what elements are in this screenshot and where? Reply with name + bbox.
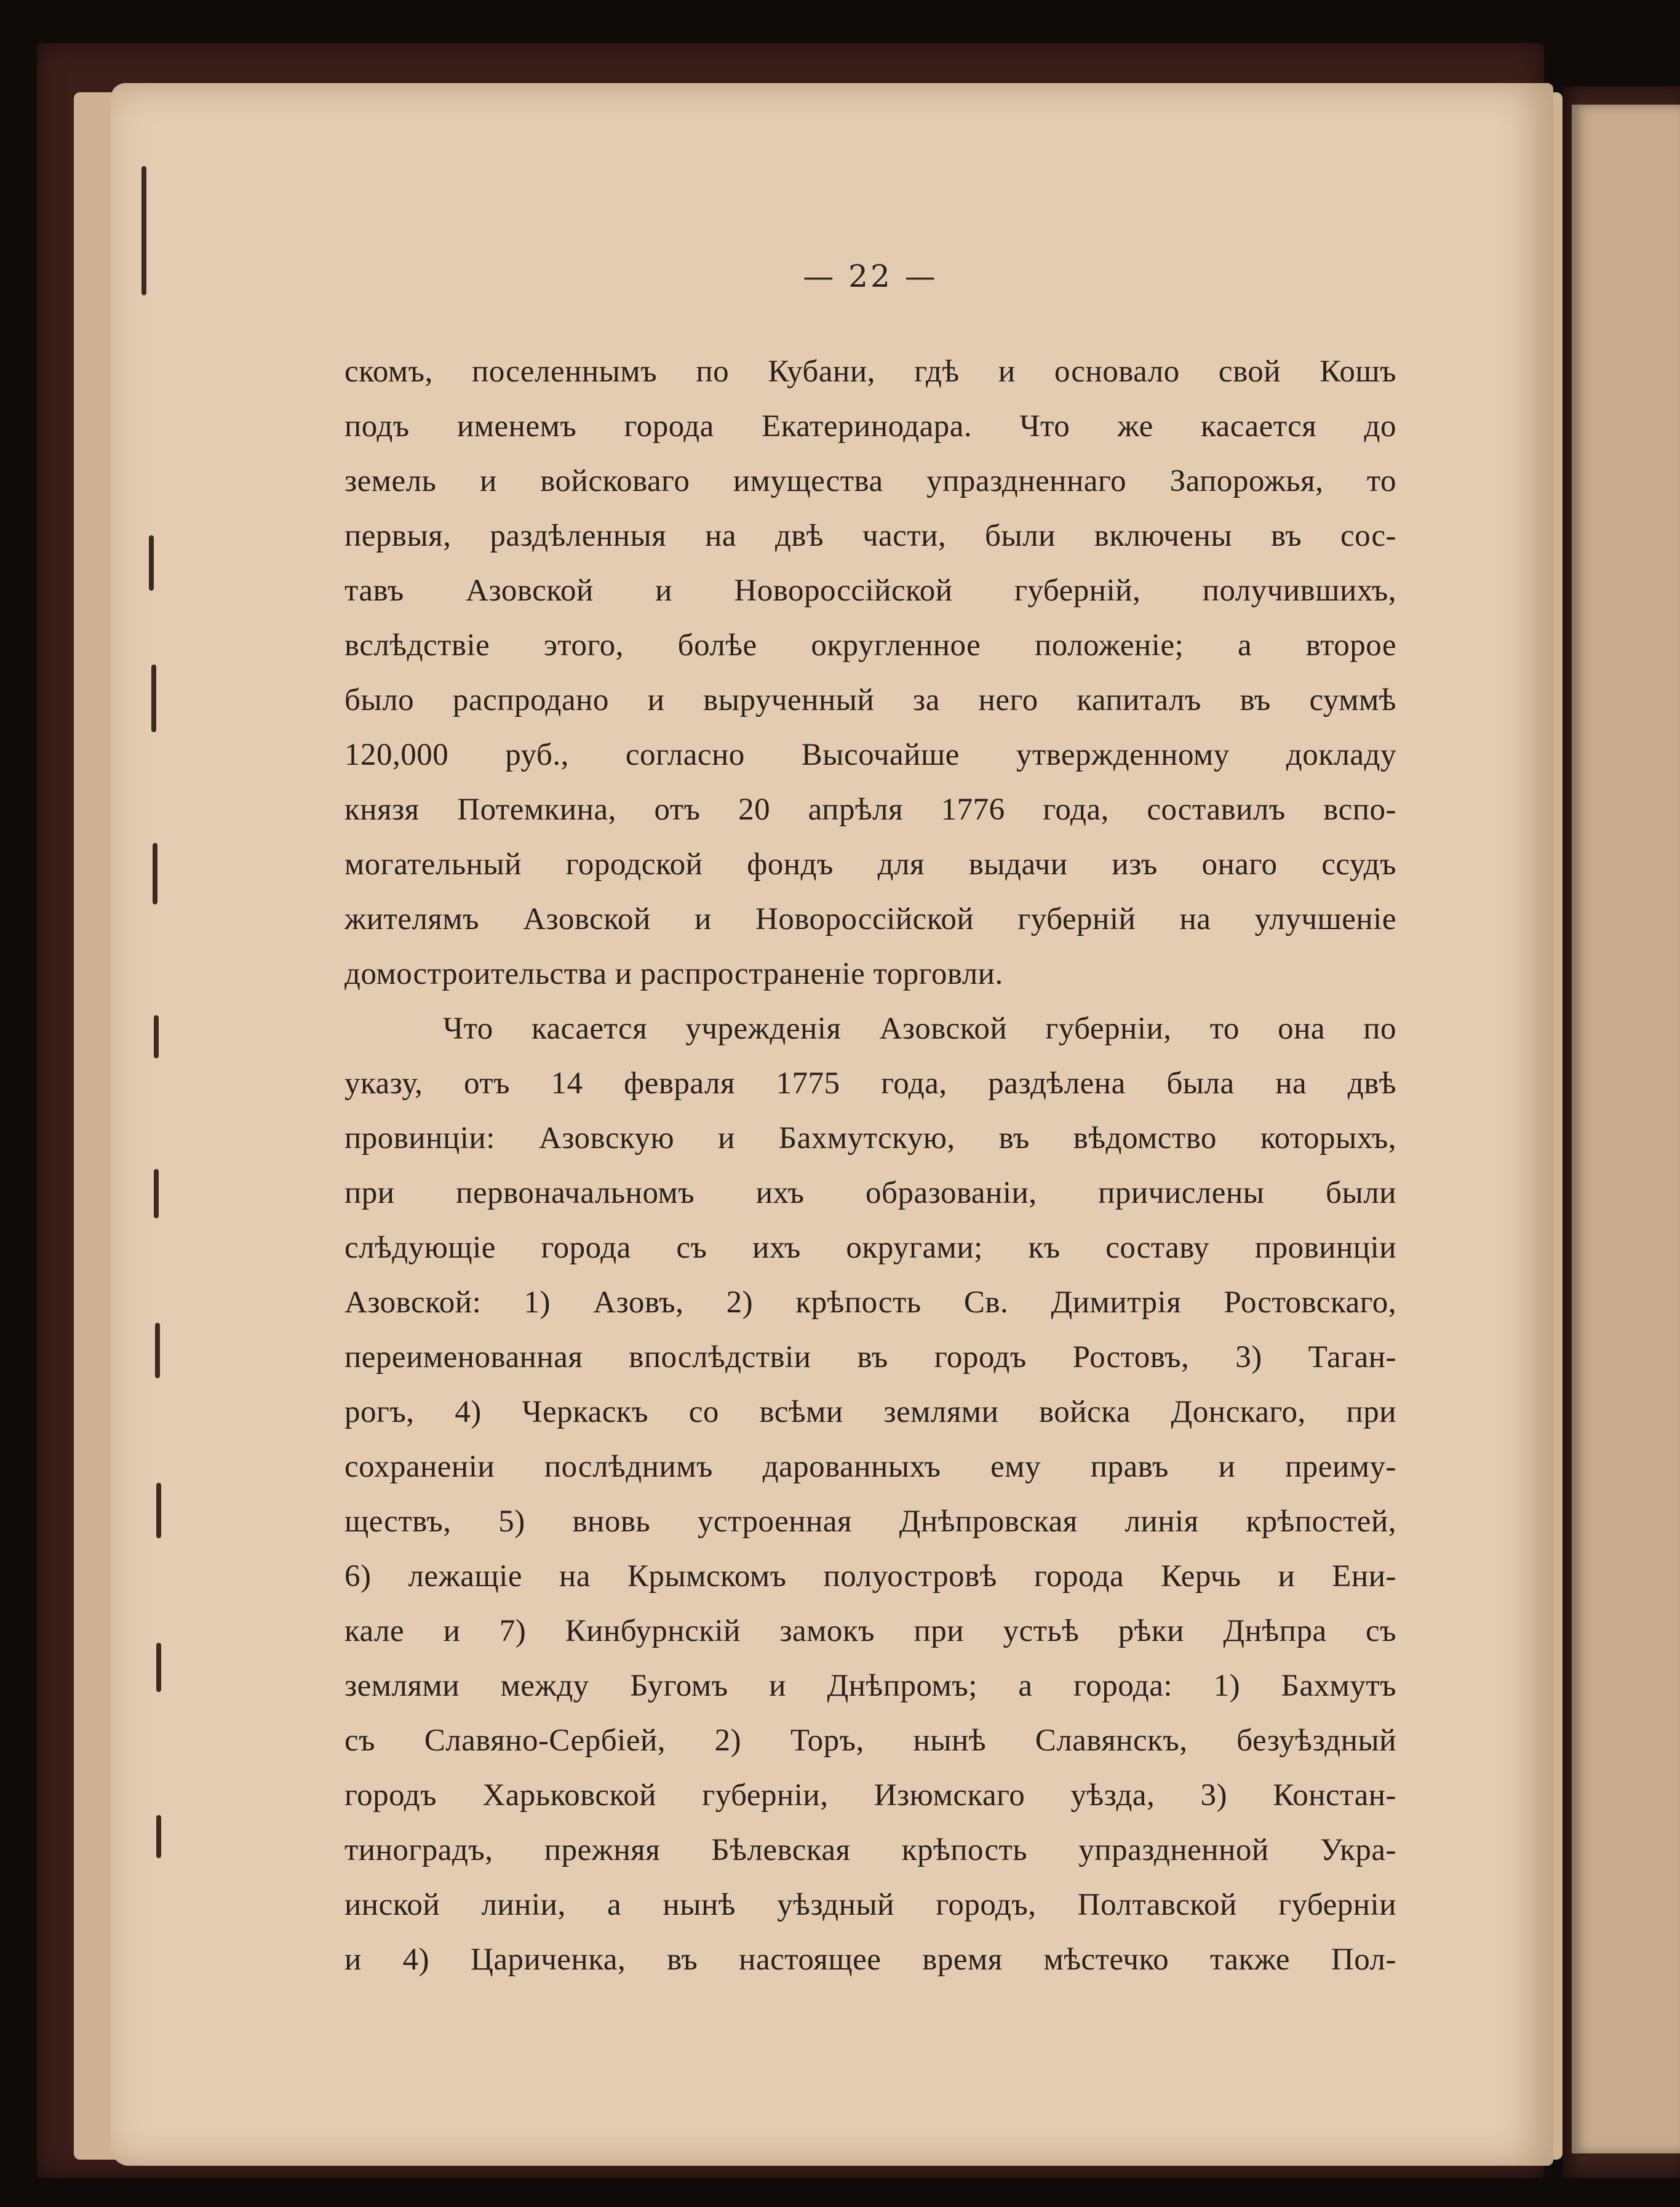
binding-mark	[154, 1015, 159, 1058]
text-line: жителямъ Азовской и Новороссійской губерній на улучшеніе	[344, 902, 1396, 936]
text-line: указу, отъ 14 февраля 1775 года, раздѣлена была на двѣ	[344, 1066, 1396, 1101]
text-line: ществъ, 5) вновь устроенная Днѣпровская линія крѣпостей,	[344, 1504, 1396, 1539]
text-line: при первоначальномъ ихъ образованіи, причислены были	[344, 1176, 1396, 1210]
text-line: городъ Харьковской губерніи, Изюмскаго уѣзда, 3) Констан-	[344, 1778, 1396, 1813]
facing-page-edge	[1572, 105, 1680, 2153]
text-line: кале и 7) Кинбурнскій замокъ при устьѣ рѣки Днѣпра съ	[344, 1614, 1396, 1648]
text-line: провинціи: Азовскую и Бахмутскую, въ вѣдомство которыхъ,	[344, 1121, 1396, 1155]
binding-mark	[151, 664, 156, 732]
text-line: скомъ, поселеннымъ по Кубани, гдѣ и основало свой Кошъ	[344, 354, 1396, 389]
text-line: было распродано и вырученный за него капиталъ въ суммѣ	[344, 683, 1396, 717]
page-text	[344, 345, 1396, 1987]
binding-mark	[156, 1643, 161, 1692]
binding-mark	[153, 843, 157, 904]
page-number: — 22 —	[803, 258, 938, 294]
binding-mark	[156, 1483, 161, 1538]
text-line: домостроительства и распространеніе торговли.	[344, 957, 1003, 991]
text-line: переименованная впослѣдствіи въ городъ Ростовъ, 3) Таган-	[344, 1340, 1396, 1375]
text-line: землями между Бугомъ и Днѣпромъ; а города: 1) Бахмутъ	[344, 1669, 1396, 1703]
binding-marks	[140, 154, 177, 2000]
text-line: земель и войсковаго имущества упраздненнаго Запорожья, то	[344, 464, 1396, 498]
text-line: князя Потемкина, отъ 20 апрѣля 1776 года, составилъ вспо-	[344, 792, 1396, 827]
text-line: тиноградъ, прежняя Бѣлевская крѣпость упраздненной Укра-	[344, 1833, 1396, 1867]
binding-mark	[156, 1815, 161, 1858]
paragraph-start-line: Что касается учрежденія Азовской губерніи, то она по	[443, 1012, 1396, 1046]
text-line: слѣдующіе города съ ихъ округами; къ составу провинціи	[344, 1231, 1396, 1265]
text-line: и 4) Цариченка, въ настоящее время мѣстечко также Пол-	[344, 1942, 1396, 1977]
binding-mark	[154, 1169, 159, 1218]
binding-mark	[149, 535, 154, 591]
text-line: инской линіи, а нынѣ уѣздный городъ, Полтавской губерніи	[344, 1888, 1396, 1922]
text-line: первыя, раздѣленныя на двѣ части, были включены въ сос-	[344, 519, 1396, 553]
text-line: могательный городской фондъ для выдачи изъ онаго ссудъ	[344, 847, 1396, 882]
text-line: тавъ Азовской и Новороссійской губерній, получившихъ,	[344, 573, 1396, 608]
text-line: вслѣдствіе этого, болѣе округленное положеніе; а второе	[344, 628, 1396, 663]
text-line: 120,000 руб., согласно Высочайше утвержденному докладу	[344, 738, 1396, 772]
text-line: рогъ, 4) Черкаскъ со всѣми землями войска Донскаго, при	[344, 1395, 1396, 1429]
binding-mark	[141, 166, 146, 295]
text-line: Азовской: 1) Азовъ, 2) крѣпость Св. Димитрія Ростовскаго,	[344, 1285, 1396, 1320]
text-line: съ Славяно-Сербіей, 2) Торъ, нынѣ Славянскъ, безуѣздный	[344, 1723, 1396, 1758]
binding-mark	[155, 1323, 160, 1378]
text-line: сохраненіи послѣднимъ дарованныхъ ему правъ и преиму-	[344, 1450, 1396, 1484]
text-line: подъ именемъ города Екатеринодара. Что же касается до	[344, 409, 1396, 444]
text-line: 6) лежащіе на Крымскомъ полуостровѣ города Керчь и Ени-	[344, 1559, 1396, 1594]
